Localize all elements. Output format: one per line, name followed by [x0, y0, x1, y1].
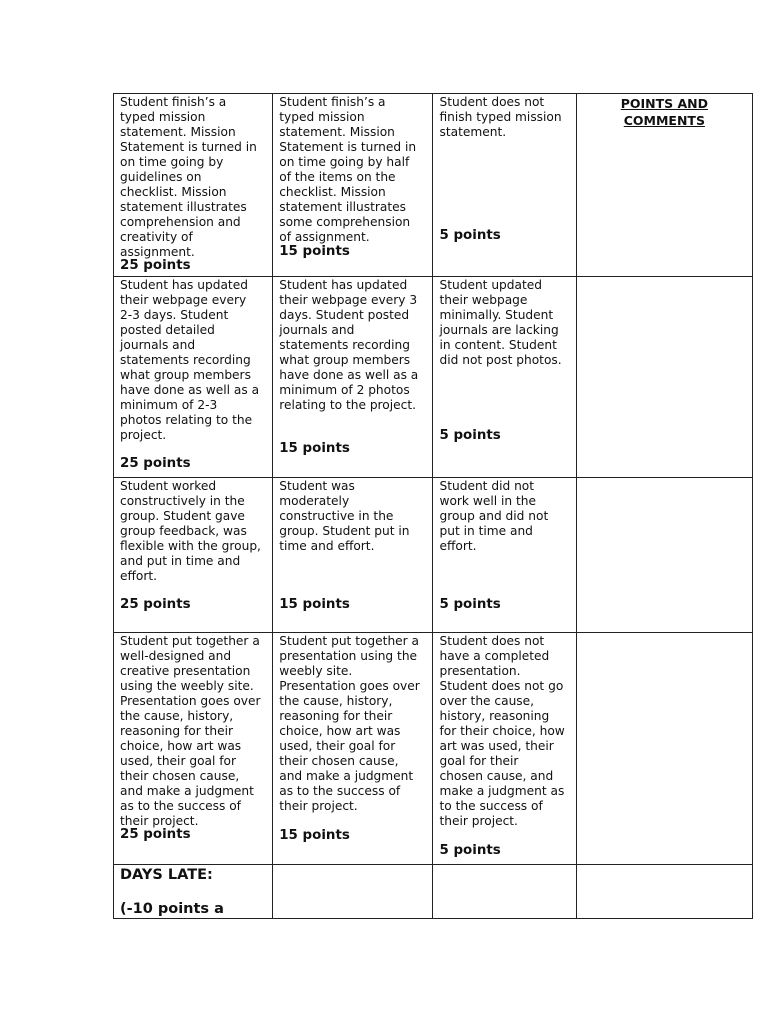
points-label: 15 points: [279, 244, 350, 259]
comments-cell[interactable]: [576, 478, 752, 633]
comments-cell[interactable]: [576, 865, 752, 919]
rubric-cell-excellent: [114, 94, 273, 277]
criteria-text: Student has updated their webpage every 3 days. Student posted journals and statements recording what group members have done as well as a minimum of 2 photos relating to the project.: [279, 278, 419, 412]
rubric-cell-poor: [433, 633, 576, 865]
points-and-comments-title: POINTS AND COMMENTS: [620, 96, 708, 128]
points-label: 15 points: [279, 597, 350, 612]
rubric-cell-poor: [433, 94, 576, 277]
comments-cell[interactable]: [576, 277, 752, 478]
points-label: 25 points: [120, 456, 191, 471]
rubric-row: [114, 277, 753, 478]
criteria-text: Student does not finish typed mission statement.: [439, 95, 562, 139]
rubric-cell-good: [273, 94, 433, 277]
rubric-row: [114, 478, 753, 633]
rubric-cell-good: [273, 277, 433, 478]
points-and-comments-header: [576, 94, 752, 277]
rubric-cell-good: [273, 633, 433, 865]
criteria-text: Student finish’s a typed mission statement. Mission Statement is turned in on time going by half of the items on the checklist. Mission statement illustrates some comprehension of assignment.: [279, 95, 417, 244]
criteria-text: Student worked constructively in the group. Student gave group feedback, was flexible with the group, and put in time and effort.: [120, 479, 261, 583]
points-label: 15 points: [279, 828, 350, 843]
days-late-cell: [114, 865, 273, 919]
points-label: 25 points: [120, 827, 191, 842]
criteria-text: Student does not have a completed presentation. Student does not go over the cause, history, reasoning for their choice, how art was used, their goal for their chosen cause, and make a judgment as to the success of their project.: [439, 634, 565, 828]
points-label: 25 points: [120, 258, 191, 273]
rubric-row: [114, 633, 753, 865]
criteria-text: Student did not work well in the group and did not put in time and effort.: [439, 479, 549, 553]
criteria-text: Student updated their webpage minimally. Student journals are lacking in content. Student did not post photos.: [439, 278, 562, 367]
rubric-cell-excellent: [114, 633, 273, 865]
points-label: 15 points: [279, 441, 350, 456]
days-late-entry[interactable]: [273, 865, 433, 919]
points-label: 5 points: [439, 597, 501, 612]
criteria-text: Student finish’s a typed mission statement. Mission Statement is turned in on time going by guidelines on checklist. Mission statement illustrates comprehension and creativity of assignment.: [120, 95, 257, 259]
rubric-cell-good: [273, 478, 433, 633]
rubric-row: [114, 94, 753, 277]
points-label: 25 points: [120, 597, 191, 612]
rubric-cell-excellent: [114, 277, 273, 478]
late-penalty-label: (-10 points a: [120, 901, 224, 917]
days-late-label: DAYS LATE:: [120, 867, 213, 883]
days-late-entry[interactable]: [433, 865, 576, 919]
criteria-text: Student put together a well-designed and creative presentation using the weebly site. Presentation goes over the cause, history, reasoning for their choice, how art was used, their goal for their chosen cause, and make a judgment as to the success of their project.: [120, 634, 261, 828]
rubric-cell-excellent: [114, 478, 273, 633]
points-label: 5 points: [439, 228, 501, 243]
rubric-table: [113, 93, 753, 919]
criteria-text: Student has updated their webpage every 2-3 days. Student posted detailed journals and statements recording what group members have done as well as a minimum of 2-3 photos relating to the project.: [120, 278, 260, 442]
criteria-text: Student put together a presentation using the weebly site. Presentation goes over the cause, history, reasoning for their choice, how art was used, their goal for their chosen cause, and make a judgment as to the success of their project.: [279, 634, 420, 813]
criteria-text: Student was moderately constructive in the group. Student put in time and effort.: [279, 479, 410, 553]
rubric-cell-poor: [433, 277, 576, 478]
rubric-cell-poor: [433, 478, 576, 633]
points-label: 5 points: [439, 428, 501, 443]
comments-cell[interactable]: [576, 633, 752, 865]
days-late-row: [114, 865, 753, 919]
points-label: 5 points: [439, 843, 501, 858]
